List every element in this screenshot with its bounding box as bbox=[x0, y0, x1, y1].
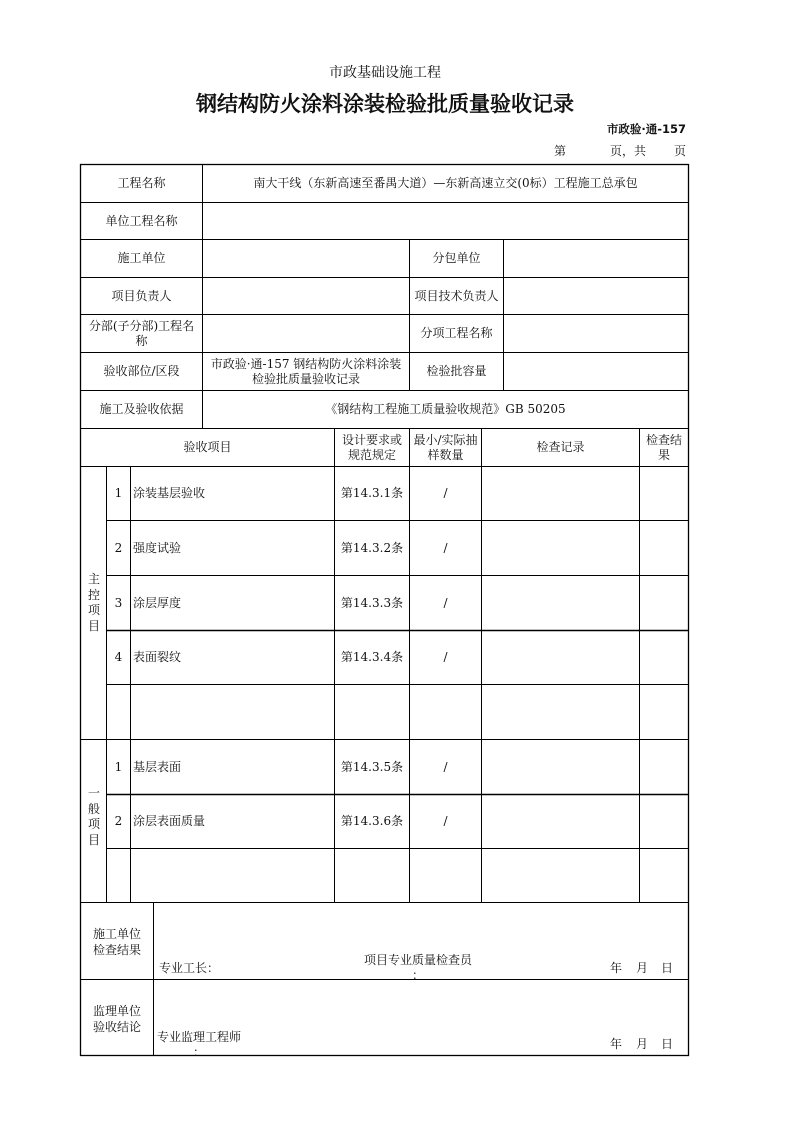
supervision-engineer-label: 专业监理工程师 bbox=[157, 1030, 242, 1044]
tech-manager-value[interactable] bbox=[504, 278, 688, 314]
project-manager-value[interactable] bbox=[203, 278, 409, 314]
construction-check-label: 施工单位检查结果 bbox=[92, 926, 141, 957]
row-item-name: 基层表面 bbox=[133, 759, 182, 774]
general-char: 项 bbox=[87, 817, 100, 832]
division-label: 分部(子分部)工程名称 bbox=[88, 318, 195, 348]
subtitle: 市政基础设施工程 bbox=[329, 65, 441, 81]
row-sample[interactable]: / bbox=[443, 540, 448, 555]
main-control-char: 主 bbox=[87, 572, 100, 586]
division-value[interactable] bbox=[203, 315, 409, 352]
subcontract-label: 分包单位 bbox=[432, 251, 481, 265]
project-name-label: 工程名称 bbox=[117, 176, 166, 190]
construction-unit-value[interactable] bbox=[203, 240, 409, 277]
capacity-value[interactable] bbox=[504, 353, 688, 390]
basis-value: 《钢结构工程施工质量验收规范》GB 50205 bbox=[325, 402, 566, 416]
row-sample[interactable]: / bbox=[443, 759, 448, 774]
column-header-design: 设计要求或规范规定 bbox=[341, 432, 402, 462]
row-number: 2 bbox=[114, 540, 123, 555]
subitem-label: 分项工程名称 bbox=[420, 326, 493, 340]
row-clause: 第14.3.5条 bbox=[340, 759, 404, 774]
page-number-label-2: 页，共 bbox=[610, 144, 647, 158]
main-control-char: 项 bbox=[87, 603, 100, 618]
row-clause: 第14.3.2条 bbox=[340, 540, 404, 555]
row-number: 4 bbox=[114, 650, 123, 664]
supervision-date-day: 日 bbox=[661, 1037, 674, 1051]
basis-label: 施工及验收依据 bbox=[99, 402, 184, 416]
row-clause: 第14.3.6条 bbox=[340, 814, 404, 828]
subitem-value[interactable] bbox=[504, 315, 688, 352]
row-sample[interactable]: / bbox=[443, 595, 448, 610]
unit-project-label: 单位工程名称 bbox=[105, 213, 178, 228]
row-item-name: 涂装基层验收 bbox=[133, 486, 206, 500]
project-manager-label: 项目负责人 bbox=[111, 288, 172, 303]
inspector-label: 项目专业质量检查员 bbox=[364, 953, 473, 967]
general-label bbox=[87, 786, 101, 848]
page-number-label-1: 第 bbox=[554, 144, 567, 158]
supervision-label: 监理单位验收结论 bbox=[92, 1003, 141, 1034]
row-item-name: 表面裂纹 bbox=[133, 650, 182, 664]
general-char: 一 bbox=[87, 786, 100, 800]
capacity-label: 检验批容量 bbox=[426, 364, 487, 378]
inspector-colon: ： bbox=[412, 968, 425, 982]
page-number-label-3: 页 bbox=[674, 144, 687, 158]
location-value[interactable]: 市政验·通-157 钢结构防火涂料涂装检验批质量验收记录 bbox=[210, 356, 402, 386]
construction-date-month: 月 bbox=[636, 961, 649, 975]
row-clause: 第14.3.3条 bbox=[340, 595, 404, 610]
column-header-item: 验收项目 bbox=[183, 440, 232, 454]
row-sample[interactable]: / bbox=[443, 814, 448, 828]
row-item-name: 强度试验 bbox=[133, 540, 182, 555]
supervision-date-year: 年 bbox=[610, 1037, 623, 1051]
supervision-date-month: 月 bbox=[636, 1037, 649, 1051]
row-number: 1 bbox=[114, 759, 123, 774]
construction-unit-label: 施工单位 bbox=[117, 251, 166, 265]
construction-date-day: 日 bbox=[661, 961, 674, 975]
supervision-engineer-colon: ： bbox=[193, 1045, 206, 1059]
row-clause: 第14.3.1条 bbox=[340, 486, 404, 500]
form-code: 市政验·通-157 bbox=[606, 122, 686, 136]
page-title: 钢结构防火涂料涂装检验批质量验收记录 bbox=[196, 92, 574, 116]
column-header-sample: 最小/实际抽样数量 bbox=[413, 432, 478, 462]
location-label: 验收部位/区段 bbox=[103, 364, 180, 378]
foreman-label: 专业工长： bbox=[159, 961, 220, 975]
row-item-name: 涂层表面质量 bbox=[133, 814, 206, 828]
row-sample[interactable]: / bbox=[443, 650, 448, 664]
main-control-label bbox=[87, 572, 101, 634]
row-number: 3 bbox=[114, 595, 123, 610]
column-header-result: 检查结果 bbox=[645, 432, 682, 462]
tech-manager-label: 项目技术负责人 bbox=[414, 288, 499, 303]
general-char: 般 bbox=[87, 801, 100, 816]
row-sample[interactable]: / bbox=[443, 486, 448, 500]
project-name-value[interactable]: 南大干线（东新高速至番禺大道）—东新高速立交(0标）工程施工总承包 bbox=[253, 176, 638, 190]
unit-project-value[interactable] bbox=[203, 203, 688, 239]
main-control-char: 目 bbox=[87, 618, 100, 633]
general-char: 目 bbox=[87, 832, 100, 847]
row-clause: 第14.3.4条 bbox=[340, 650, 404, 664]
row-number: 2 bbox=[114, 814, 123, 828]
main-control-char: 控 bbox=[87, 587, 100, 602]
row-item-name: 涂层厚度 bbox=[133, 595, 182, 610]
row-number: 1 bbox=[114, 486, 123, 500]
subcontract-value[interactable] bbox=[504, 240, 688, 277]
column-header-record: 检查记录 bbox=[536, 440, 585, 454]
construction-date-year: 年 bbox=[610, 961, 623, 975]
